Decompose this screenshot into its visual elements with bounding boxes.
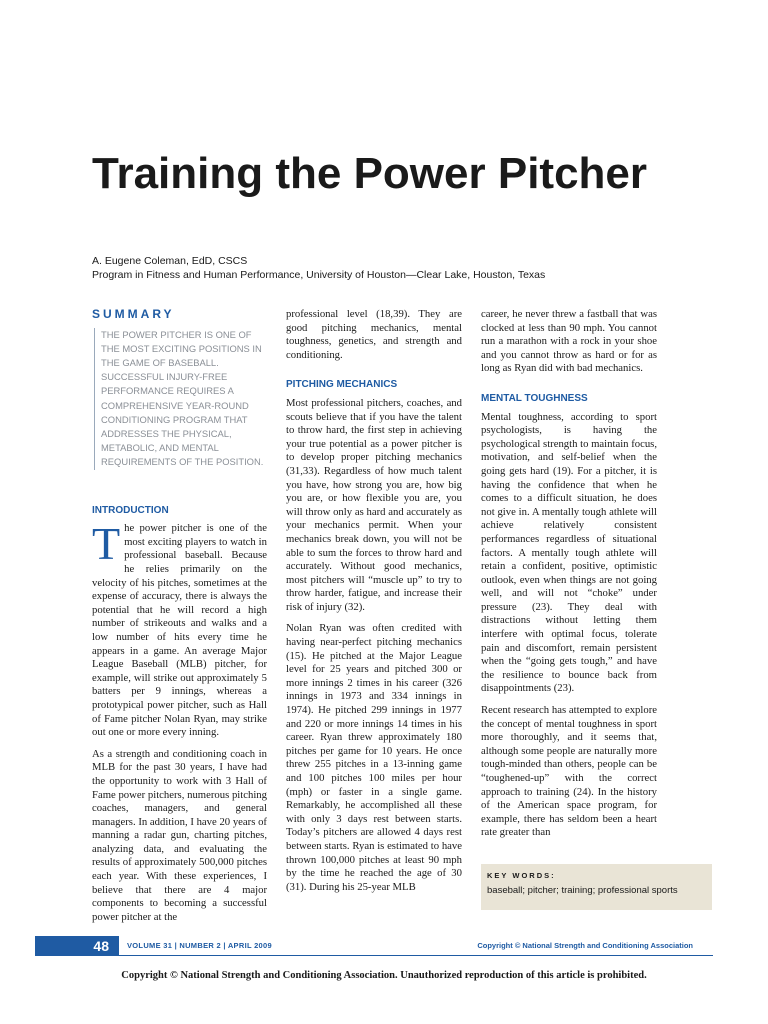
copyright-notice: Copyright © National Strength and Conditioning Association. Unauthorized reproduction of this article is prohibited. bbox=[121, 970, 647, 981]
footer-rule bbox=[119, 955, 713, 956]
keywords-text: baseball; pitcher; training; professional sports bbox=[487, 885, 678, 896]
summary-text: THE POWER PITCHER IS ONE OF THE MOST EXCITING POSITIONS IN THE GAME OF BASEBALL. SUCCESSFUL INJURY-FREE PERFORMANCE REQUIRES A COMPREHENSIVE YEAR-ROUND CONDITIONING PROGRAM THAT ADDRESSES THE PHYSICAL, METABOLIC, AND MENTAL REQUIREMENTS OF THE POSITION. bbox=[94, 328, 267, 470]
pitching-mechanics-heading: PITCHING MECHANICS bbox=[286, 379, 398, 391]
page-number: 48 bbox=[35, 936, 119, 956]
keywords-heading: KEY WORDS: bbox=[487, 871, 556, 880]
summary-heading: SUMMARY bbox=[92, 307, 175, 321]
volume-info: VOLUME 31 | NUMBER 2 | APRIL 2009 bbox=[127, 941, 272, 950]
mental-toughness-paragraph-2: Recent research has attempted to explore the concept of mental toughness in sport more thoroughly, and it seems that, although some people are naturally more tough-minded than others, people can be “toughened-up” with the correct approach to training (24). In the history of the American space program, for example, there has seldom been a heart rate greater than bbox=[481, 704, 657, 839]
introduction-paragraph-1 bbox=[92, 518, 267, 740]
article-title: Training the Power Pitcher bbox=[92, 149, 648, 198]
mental-toughness-heading: MENTAL TOUGHNESS bbox=[481, 392, 588, 404]
drop-cap: T bbox=[92, 518, 121, 570]
introduction-paragraph-2: As a strength and conditioning coach in MLB for the past 30 years, I have had the opportunity to work with 3 Hall of Fame power pitchers, numerous pitching coaches, managers, and general managers. In addition, I have 20 years of manning a radar gun, charting pitches, analyzing data, and evaluating the results of approximately 500,000 pitches each year. With these experiences, I believe that there are 4 major components to becoming a successful power pitcher at the bbox=[92, 747, 267, 923]
introduction-paragraph-1-text: he power pitcher is one of the most exciting players to watch in professional baseball. Because he relies primarily on the velocity of his pitches, sometimes at the expense of accuracy, there is always the potential that he will record a high number of strikeouts and walks and a low number of hits every time he appears in a game. An average Major League Baseball (MLB) pitcher, for example, will strike out approximately 5 batters per 9 innings, whereas a prototypical power pitcher, such as Hall of Fame pitcher Nolan Ryan, may strike out one or more every inning. bbox=[92, 522, 267, 739]
column-2 bbox=[286, 308, 462, 902]
page-footer bbox=[35, 936, 713, 956]
column-1 bbox=[92, 308, 267, 932]
pitching-mechanics-paragraph-3: career, he never threw a fastball that was clocked at less than 90 mph. You cannot run a marathon with a rock in your shoe and you cannot throw as hard or for as long as Ryan did with bad mechanics. bbox=[481, 308, 657, 375]
footer-copyright: Copyright © National Strength and Conditioning Association bbox=[477, 941, 693, 950]
column-3 bbox=[481, 308, 657, 848]
author-affiliation: Program in Fitness and Human Performance, University of Houston—Clear Lake, Houston, Texas bbox=[92, 269, 546, 281]
pitching-mechanics-paragraph-2: Nolan Ryan was often credited with having near-perfect pitching mechanics (15). He pitched at the Major League level for 25 years and pitched 300 or more innings 2 times in his career (326 innings in 1973 and 334 innings in 1974). He pitched 299 innings in 1977 and 220 or more innings 14 times in his career. Ryan threw approximately 180 pitches per game for 10 years. He once threw 255 pitches in a 13-inning game and 100 pitches 100 miles per hour (mph) or faster in a single game. Remarkably, he accomplished all these with only 3 days rest between starts. Today’s pitchers are allowed 4 days rest between starts. Ryan is estimated to have thrown 100,000 pitches at least 90 mph by the time he reached the age of 30 (31). During his 25-year MLB bbox=[286, 622, 462, 893]
introduction-paragraph-3: professional level (18,39). They are good pitching mechanics, mental toughness, genetics, and strength and conditioning. bbox=[286, 308, 462, 361]
introduction-heading: INTRODUCTION bbox=[92, 504, 169, 516]
mental-toughness-paragraph-1: Mental toughness, according to sport psychologists, is having the psychological strength to maintain focus, motivation, and self-belief when the going gets hard (19). For a pitcher, it is having the confidence that when he comes to a difficult situation, he does not give in. A mentally tough athlete will achieve relatively consistent performances regardless of situational factors. A mentally tough athlete will retain a confident, positive, optimistic outlook, even when things are not going well, and will not “choke” under pressure (23). They deal with distractions without letting them interfere with optimal focus, tolerate pain and discomfort, remain persistent when the “going gets tough,” and have the resilience to bounce back from disappointments (23). bbox=[481, 410, 658, 695]
keywords-box bbox=[481, 864, 712, 910]
author-name: A. Eugene Coleman, EdD, CSCS bbox=[92, 255, 248, 267]
pitching-mechanics-paragraph-1: Most professional pitchers, coaches, and scouts believe that if you have the talent to throw hard, the first step in achieving your true potential as a power pitcher is to develop proper pitching mechanics (31,33). Regardless of how much talent you have, how strong you are, how big you are, or how flexible you are, you will throw only as hard and accurately as your mechanics permit. When your mechanics break down, you will not be able to sum the forces to throw hard and accurately. Without good mechanics, most pitchers will “muscle up” to try to throw harder, fatigue, and increase their risk of injury (32). bbox=[286, 396, 462, 613]
author-block bbox=[92, 254, 712, 282]
